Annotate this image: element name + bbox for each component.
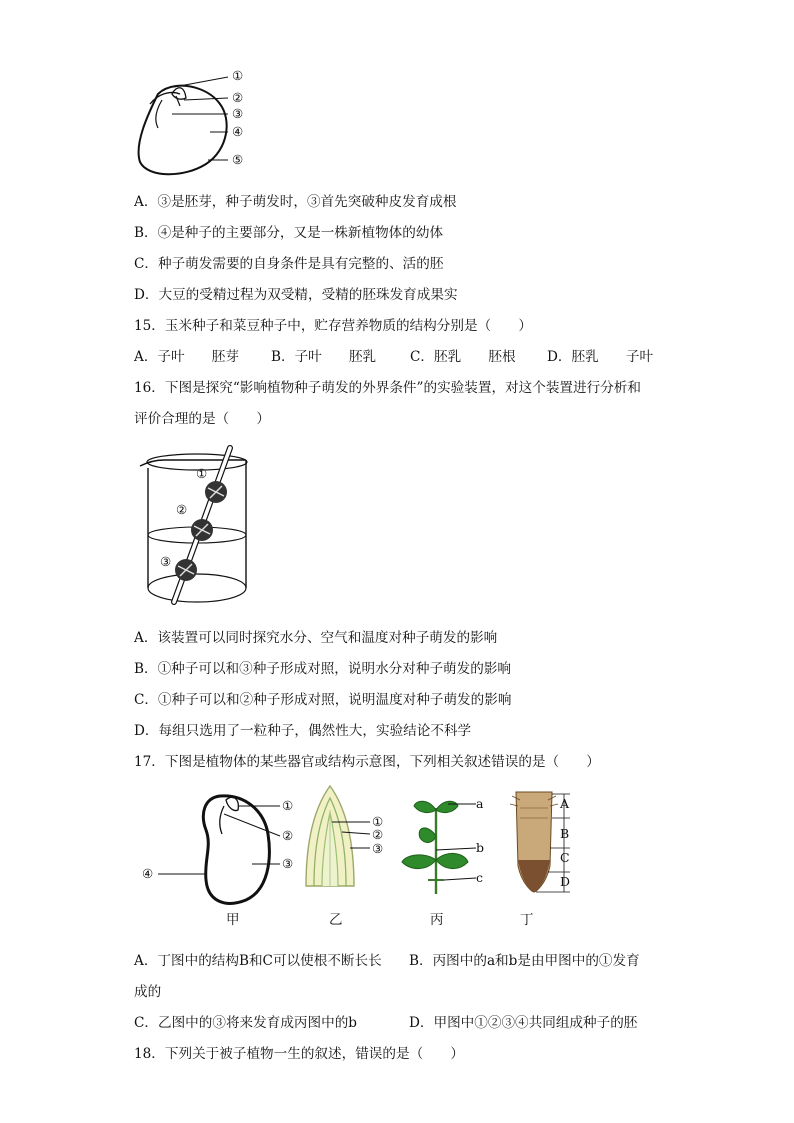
- q17-figure-jia: [140, 790, 310, 930]
- q16-option-b: B．①种子可以和③种子形成对照，说明水分对种子萌发的影响: [134, 661, 512, 677]
- caption-yi: 乙: [329, 912, 343, 928]
- q16-stem-line2: 评价合理的是（ ）: [134, 411, 270, 427]
- label-3: ③: [232, 106, 244, 121]
- ding-label-c: C: [560, 850, 570, 865]
- caption-bing: 丙: [430, 912, 444, 928]
- jia-label-3: ③: [282, 856, 294, 871]
- q16-option-a: A．该装置可以同时探究水分、空气和温度对种子萌发的影响: [134, 630, 498, 646]
- q16-stem-line1: 16．下图是探究“影响植物种子萌发的外界条件”的实验装置，对这个装置进行分析和: [134, 380, 641, 396]
- jia-label-1: ①: [282, 798, 294, 813]
- q18-stem: 18．下列关于被子植物一生的叙述，错误的是（ ）: [134, 1046, 464, 1062]
- yi-label-2: ②: [372, 827, 384, 842]
- jia-label-2: ②: [282, 828, 294, 843]
- seed-label-3: ③: [160, 554, 172, 569]
- q14-option-c: C．种子萌发需要的自身条件是具有完整的、活的胚: [134, 256, 444, 272]
- yi-label-1: ①: [372, 814, 384, 829]
- q15-option-a: A．子叶 胚芽: [134, 349, 239, 365]
- q17-option-d: D．甲图中①②③④共同组成种子的胚: [409, 1015, 638, 1031]
- caption-ding: 丁: [520, 912, 534, 928]
- q17-figure-ding: [506, 788, 586, 900]
- seed-2: [191, 519, 213, 541]
- ding-label-a: A: [560, 796, 570, 811]
- bing-label-b: b: [476, 840, 485, 855]
- q17-option-b-line2: 成的: [134, 984, 162, 1000]
- q14-seed-figure: [128, 64, 268, 180]
- jia-label-4: ④: [142, 866, 154, 881]
- q15-option-b: B．子叶 胚乳: [271, 349, 377, 365]
- q14-option-a: A．③是胚芽，种子萌发时，③首先突破种皮发育成根: [134, 194, 457, 210]
- ding-label-b: B: [560, 826, 570, 841]
- seed-label-1: ①: [196, 466, 208, 481]
- bean-seed-diagram: [128, 64, 268, 180]
- yi-label-3: ③: [372, 841, 384, 856]
- seed-1: [205, 481, 227, 503]
- q17-figure-bing: [396, 790, 496, 900]
- caption-jia: 甲: [226, 912, 240, 928]
- bing-label-a: a: [476, 796, 484, 811]
- seed-label-2: ②: [176, 502, 188, 517]
- q15-option-d: D．胚乳 子叶: [547, 349, 654, 365]
- label-5: ⑤: [232, 152, 244, 167]
- q16-beaker-figure: [134, 440, 264, 610]
- q16-option-c: C．①种子可以和②种子形成对照，说明温度对种子萌发的影响: [134, 692, 512, 708]
- label-1: ①: [232, 68, 244, 83]
- q17-option-a: A．丁图中的结构B和C可以使根不断长长: [134, 953, 382, 969]
- q16-option-d: D．每组只选用了一粒种子，偶然性大，实验结论不科学: [134, 723, 472, 739]
- yi-bud-diagram: [300, 782, 400, 892]
- q17-figure-yi: [300, 782, 400, 892]
- q14-option-b: B．④是种子的主要部分，又是一株新植物体的幼体: [134, 225, 444, 241]
- q15-option-c: C．胚乳 胚根: [410, 349, 516, 365]
- q17-option-c: C．乙图中的③将来发育成丙图中的b: [134, 1015, 358, 1031]
- label-4: ④: [232, 124, 244, 139]
- seed-3: [175, 559, 197, 581]
- q17-option-b-line1: B．丙图中的a和b是由甲图中的①发育: [409, 953, 640, 969]
- q14-option-d: D．大豆的受精过程为双受精，受精的胚珠发育成果实: [134, 287, 458, 303]
- ding-root-tip-diagram: [506, 788, 586, 900]
- q17-stem: 17．下图是植物体的某些器官或结构示意图，下列相关叙述错误的是（ ）: [134, 754, 600, 770]
- label-2: ②: [232, 90, 244, 105]
- bing-label-c: c: [476, 870, 484, 885]
- ding-label-d: D: [560, 874, 571, 889]
- q15-stem: 15．玉米种子和菜豆种子中，贮存营养物质的结构分别是（ ）: [134, 318, 532, 334]
